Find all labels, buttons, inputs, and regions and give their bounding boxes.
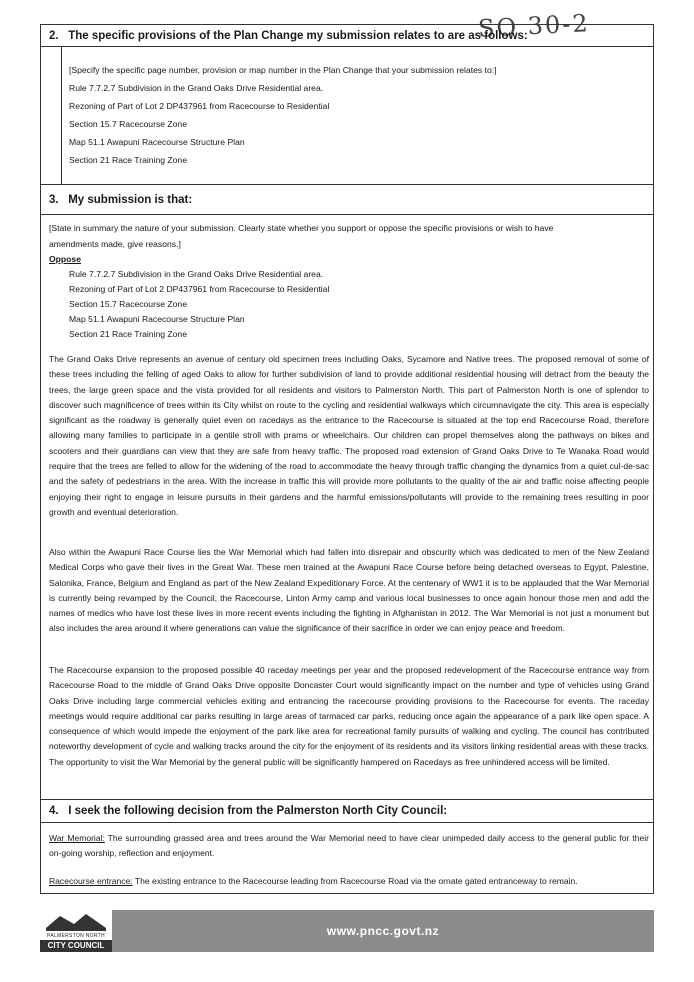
- logo-mark-icon: [40, 908, 112, 934]
- section-4-number: 4.: [49, 805, 59, 817]
- section-4-title: I seek the following decision from the Palmerston North City Council:: [68, 805, 448, 817]
- section-3-instruction-cont: amendments made, give reasons.]: [49, 239, 181, 249]
- section-2-item: Section 15.7 Racecourse Zone: [69, 119, 187, 129]
- section-2-instruction: [Specify the specific page number, provision or map number in the Plan Change that your submission relates to:]: [69, 65, 497, 75]
- paragraph-racecourse-expansion: The Racecourse expansion to the proposed possible 40 raceday meetings per year and the proposed redevelopment of the Racecourse entrance way from Racecourse Road to the middle of Grand Oaks Drive opposite Doncaster Court would significantly impact on the number and type of vehicles using Grand Oaks Drive including large commercial vehicles exiting and entrancing the racecourse providing provisions to the Racecourse for events. The raceday meetings would require additional car parks resulting in large areas of tarmaced car parks, reducing once again the appearance of a park like open space. A consequence of which would impede the enjoyment of the park like area for recreational family pursuits of walking and cycling. The council has contributed noteworthy development of cycle and walking tracks around the city for the enjoyment of its residents and its visitors linking residential areas with these tracks. The opportunity to visit the War Memorial by the general public will be significantly hampered on Racedays as free unhindered access will be limited.: [49, 665, 649, 767]
- section-3-item: Section 15.7 Racecourse Zone: [69, 299, 187, 309]
- logo-text-bottom: CITY COUNCIL: [40, 940, 112, 952]
- paragraph-trees: The Grand Oaks Drive represents an avenue of century old specimen trees including Oaks, Sycamore and Native trees. The proposed removal of some of these trees including the felling of aged Oaks to allow for further subdivision of land to provide additional residential housing will detract from the beauty the trees, the large green space and the vista provided for all residents and visitors to Palmerston North. This part of Palmerston North is one of splendor to discover such magnificence of trees within its City whilst on route to the cycling and residential walkways which circumnavigate the city. This area is especially significant as the roadway is generally quiet even on racedays as the entrance to the Racecourse is situated at the top end Racecourse Road, therefore allowing many families to participate in a gentile stroll with prams or wheelchairs. Our children can propel themselves along the pathways on bikes and scooters and their guardians can view that they are safe from heavy traffic. The proposed road extension of Grand Oaks Drive to Te Wanaka Road would require that the trees are felled to allow for the widening of the road to accommodate the heavy through traffic changing the dynamics from a quiet cul-de-sac and the safety of pedestrians in the area. With the increase in traffic this will provide more pollutants to the quality of the air and traffic noise affecting people enjoying their right to engage in leisure pursuits in their gardens and the harmful emissions/pollutants will provide to the remaining trees resulting in poor growth and eventual deterioration.: [49, 354, 649, 517]
- submission-form: [40, 24, 654, 894]
- section-2-item: Map 51.1 Awapuni Racecourse Structure Plan: [69, 137, 245, 147]
- decision-racecourse-entrance-label: Racecourse entrance:: [49, 876, 133, 886]
- website-link[interactable]: www.pncc.govt.nz: [326, 924, 440, 938]
- handwritten-reference: SO 30-2: [477, 9, 591, 43]
- decision-racecourse-entrance: [49, 874, 649, 889]
- section-3-item: Section 21 Race Training Zone: [69, 329, 187, 339]
- footer-bar: [112, 910, 654, 952]
- decision-war-memorial-text: The surrounding grassed area and trees around the War Memorial need to have clear unimpeded daily access to the general public for their on-going worship, reflection and enjoyment.: [49, 833, 649, 859]
- section-3-title: My submission is that:: [68, 194, 193, 206]
- oppose-label: Oppose: [49, 254, 81, 264]
- section-2-item: Section 21 Race Training Zone: [69, 155, 187, 165]
- section-2-title: The specific provisions of the Plan Change my submission relates to are as follows:: [68, 30, 528, 42]
- section-2-number: 2.: [49, 30, 59, 42]
- footer: [40, 908, 654, 954]
- section-2-heading: [41, 25, 653, 47]
- section-3-item: Map 51.1 Awapuni Racecourse Structure Plan: [69, 314, 245, 324]
- section-3-item: Rule 7.7.2.7 Subdivision in the Grand Oaks Drive Residential area.: [69, 269, 324, 279]
- section-2-margin-line: [61, 47, 62, 184]
- section-3-heading: [41, 184, 653, 215]
- decision-racecourse-entrance-text: The existing entrance to the Racecourse leading from Racecourse Road via the ornate gated entranceway to remain.: [132, 876, 578, 886]
- section-2-item: Rezoning of Part of Lot 2 DP437961 from Racecourse to Residential: [69, 101, 330, 111]
- section-3-item: Rezoning of Part of Lot 2 DP437961 from Racecourse to Residential: [69, 284, 330, 294]
- section-4-heading: [41, 799, 653, 823]
- section-3-instruction: [State in summary the nature of your submission. Clearly state whether you support or oppose the specific provisions or wish to have: [49, 223, 554, 233]
- logo-text-top: PALMERSTON NORTH: [47, 933, 105, 939]
- paragraph-war-memorial: Also within the Awapuni Race Course lies the War Memorial which had fallen into disrepair and obscurity which was dedicated to men of the New Zealand Medical Corps who gave their lives in the Great War. These men trained at the Awapuni Race Course before being detached overseas to Egypt, Palestine, Salonika, France, Belgium and England as part of the New Zealand Expeditionary Force. At the centenary of WW1 it is to be applauded that the War Memorial is currently being revamped by the Council, the Racecourse, Linton Army camp and various local businesses to once again honour those men and add the names of medics who have lost these lives in more recent events including the fighting in Afghanistan in 2012. The War Memorial is not just a monument but also includes the area around it where generations can value the significance of their sacrifice in order we can enjoy peace and freedom.: [49, 547, 649, 634]
- section-3-number: 3.: [49, 194, 59, 206]
- decision-war-memorial: [49, 831, 649, 862]
- section-2-item: Rule 7.7.2.7 Subdivision in the Grand Oaks Drive Residential area.: [69, 83, 324, 93]
- decision-war-memorial-label: War Memorial:: [49, 833, 105, 843]
- pncc-logo: [40, 908, 112, 954]
